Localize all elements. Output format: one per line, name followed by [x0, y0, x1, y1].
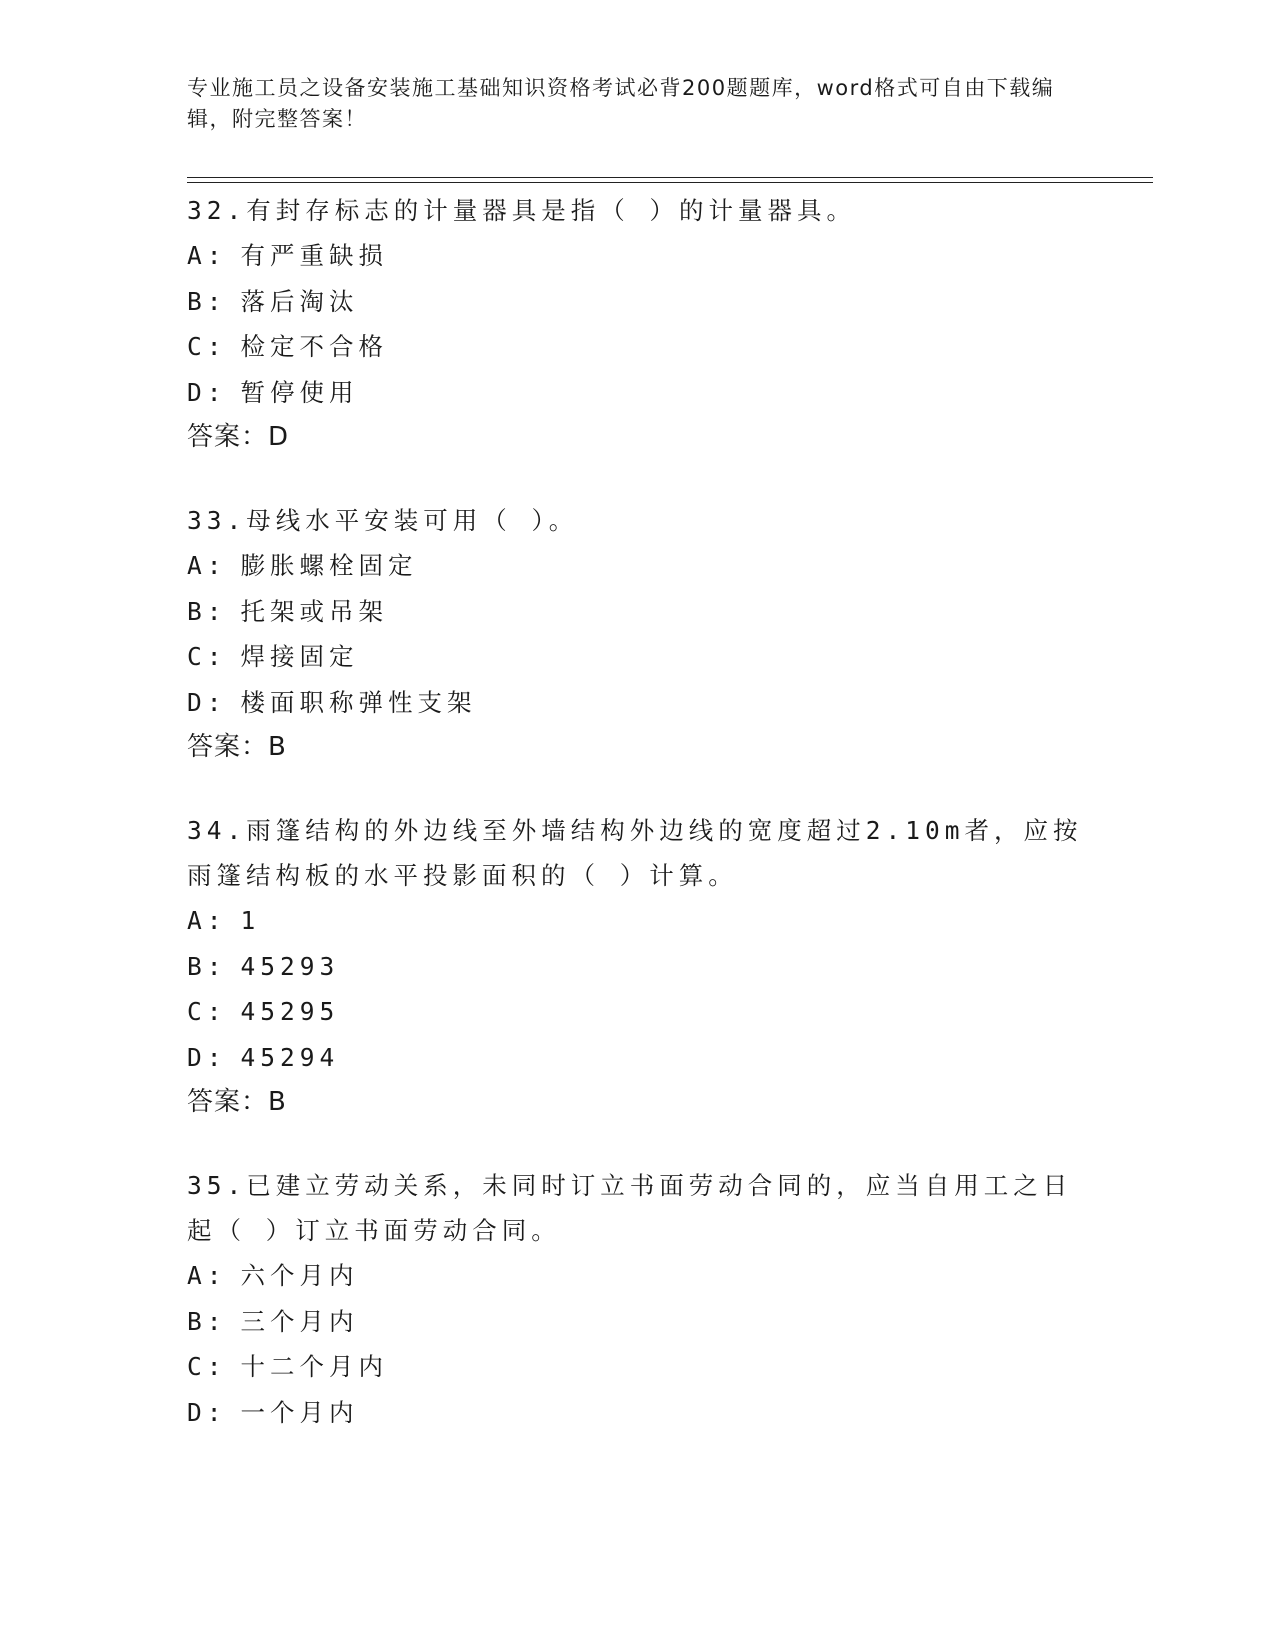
option-text: 十二个月内: [240, 1352, 389, 1381]
option-b: [187, 944, 1087, 990]
option-c: [187, 1344, 1087, 1390]
option-letter: B:: [187, 286, 227, 316]
question-stem: 32.有封存标志的计量器具是指（ ）的计量器具。: [187, 196, 856, 225]
answer-line: 答案：B: [187, 732, 287, 762]
option-text: 膨胀螺栓固定: [240, 551, 418, 580]
option-letter: B:: [187, 1306, 227, 1336]
option-letter: C:: [187, 997, 227, 1026]
option-text: 45294: [240, 1042, 340, 1072]
option-letter: C:: [187, 1352, 227, 1381]
option-a: [187, 543, 1087, 589]
option-text: 托架或吊架: [240, 596, 389, 626]
option-text: 1: [240, 906, 261, 935]
option-text: 焊接固定: [240, 642, 359, 671]
option-letter: D:: [187, 1397, 227, 1427]
header-divider-bottom: [187, 182, 1153, 183]
question-34: [187, 808, 1087, 1125]
question-stem: 34.雨篷结构的外边线至外墙结构外边线的宽度超过2.10m者，应按雨篷结构板的水平投影面积的（ ）计算。: [187, 816, 1083, 890]
option-text: 暂停使用: [240, 377, 359, 407]
option-b: [187, 589, 1087, 635]
option-b: [187, 279, 1087, 325]
question-list: [187, 188, 1087, 1435]
option-text: 45295: [240, 997, 340, 1026]
option-text: 一个月内: [240, 1397, 359, 1427]
option-letter: D:: [187, 377, 227, 407]
option-text: 检定不合格: [240, 332, 389, 361]
option-letter: D:: [187, 687, 227, 717]
option-letter: B:: [187, 596, 227, 626]
document-header: 专业施工员之设备安装施工基础知识资格考试必背200题题库，word格式可自由下载编辑，附完整答案！: [187, 76, 1055, 131]
option-d: [187, 1390, 1087, 1436]
option-c: [187, 634, 1087, 680]
option-letter: A:: [187, 551, 227, 580]
question-stem: 35.已建立劳动关系，未同时订立书面劳动合同的，应当自用工之日起（ ）订立书面劳动合同。: [187, 1171, 1073, 1245]
question-35: [187, 1163, 1087, 1435]
option-d: [187, 370, 1087, 416]
question-33: [187, 498, 1087, 770]
option-text: 落后淘汰: [240, 286, 359, 316]
question-stem: 33.母线水平安装可用（ ）。: [187, 506, 579, 535]
option-text: 三个月内: [240, 1306, 359, 1336]
option-c: [187, 989, 1087, 1035]
option-letter: A:: [187, 906, 227, 935]
option-letter: A:: [187, 241, 227, 270]
option-letter: B:: [187, 951, 227, 981]
option-text: 45293: [240, 951, 340, 981]
option-letter: C:: [187, 332, 227, 361]
option-a: [187, 898, 1087, 944]
header-divider-top: [187, 177, 1153, 178]
option-letter: A:: [187, 1261, 227, 1290]
option-text: 六个月内: [240, 1261, 359, 1290]
option-letter: C:: [187, 642, 227, 671]
option-a: [187, 233, 1087, 279]
option-text: 有严重缺损: [240, 241, 389, 270]
option-b: [187, 1299, 1087, 1345]
option-letter: D:: [187, 1042, 227, 1072]
option-d: [187, 680, 1087, 726]
answer-line: 答案：B: [187, 1087, 287, 1117]
option-d: [187, 1035, 1087, 1081]
option-a: [187, 1253, 1087, 1299]
option-text: 楼面职称弹性支架: [240, 687, 477, 717]
answer-line: 答案：D: [187, 422, 290, 452]
question-32: [187, 188, 1087, 460]
option-c: [187, 324, 1087, 370]
